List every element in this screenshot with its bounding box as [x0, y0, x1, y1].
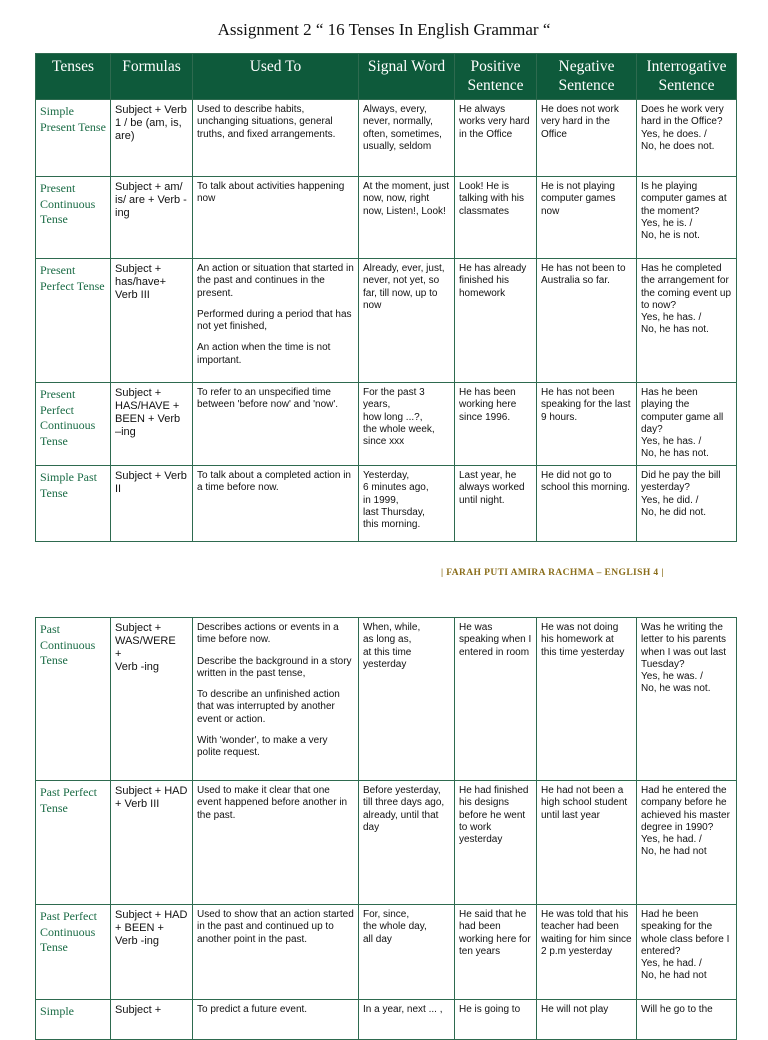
header-row — [36, 54, 737, 100]
negative-sentence-cell: He was not doing his homework at this time yesterday — [537, 618, 637, 781]
formula-cell: Subject + HAD + BEEN + Verb -ing — [111, 905, 193, 1000]
used-to-cell — [193, 383, 359, 466]
text-line: No, he did not. — [641, 506, 707, 518]
text-line: Yes, he has. / — [641, 436, 702, 448]
text-line: Yes, he had. / — [641, 958, 702, 970]
interrogative-sentence-cell — [637, 383, 737, 466]
text-line: the whole day, — [363, 921, 427, 933]
interrogative-sentence-cell — [637, 781, 737, 905]
used-to-paragraph: To refer to an unspecified time between 'before now' and 'now'. — [197, 387, 339, 411]
text-line: No, he has not. — [641, 448, 709, 460]
interrogative-sentence-cell — [637, 177, 737, 259]
text-line: WAS/WERE — [115, 635, 176, 647]
interrogative-sentence-cell — [637, 618, 737, 781]
formula-cell — [111, 618, 193, 781]
text-line: Yes, he did. / — [641, 494, 699, 506]
signal-word-cell — [359, 905, 455, 1000]
table-row — [36, 905, 737, 1000]
header-negative-sentence: Negative Sentence — [537, 54, 637, 100]
used-to-cell — [193, 618, 359, 781]
header-formulas: Formulas — [111, 54, 193, 100]
tense-name: Simple Past Tense — [36, 466, 111, 542]
text-line: last Thursday, — [363, 506, 425, 518]
text-line: When, while, — [363, 622, 421, 633]
negative-sentence-cell: He did not go to school this morning. — [537, 466, 637, 542]
formula-cell: Subject + HAS/HAVE + BEEN + Verb –ing — [111, 383, 193, 466]
table-row — [36, 781, 737, 905]
text-line: at this time — [363, 646, 412, 658]
formula-cell: Subject + Verb II — [111, 466, 193, 542]
text-line: Yes, he had. / — [641, 834, 702, 846]
used-to-paragraph: To talk about activities happening now — [197, 181, 345, 205]
table-row — [36, 383, 737, 466]
positive-sentence-cell: He had finished his designs before he went to work yesterday — [455, 781, 537, 905]
used-to-paragraph: Describes actions or events in a time before now. — [197, 622, 339, 646]
text-line: Was he writing the letter to his parents when I was out last Tuesday? — [641, 622, 727, 670]
used-to-paragraph: With 'wonder', to make a very polite request. — [197, 735, 328, 759]
positive-sentence-cell: He was speaking when I entered in room — [455, 618, 537, 781]
text-line: Had he been speaking for the whole class before I entered? — [641, 909, 730, 957]
header-interrogative-sentence: Interrogative Sentence — [637, 54, 737, 100]
table-row — [36, 618, 737, 781]
signal-word-cell — [359, 383, 455, 466]
negative-sentence-cell: He will not play — [537, 1000, 637, 1040]
text-line: Has he completed the arrangement for the coming event up to now? — [641, 263, 732, 311]
text-line: No, he had not — [641, 970, 707, 982]
positive-sentence-cell: Last year, he always worked until night. — [455, 466, 537, 542]
tense-name: Present Perfect Continuous Tense — [36, 383, 111, 466]
text-line: Had he entered the company before he achieved his master degree in 1990? — [641, 785, 730, 833]
formula-cell: Subject + Verb 1 / be (am, is, are) — [111, 100, 193, 177]
used-to-cell — [193, 177, 359, 259]
text-line: Yes, he does. / — [641, 128, 707, 140]
signal-word-cell: Always, every, never, normally, often, sometimes, usually, seldom — [359, 100, 455, 177]
used-to-paragraph: Used to make it clear that one event happened before another in the past. — [197, 785, 348, 821]
text-line: No, he does not. — [641, 140, 715, 152]
table-row — [36, 1000, 737, 1040]
text-line: all day — [363, 933, 392, 945]
positive-sentence-cell: He is going to — [455, 1000, 537, 1040]
used-to-paragraph: To predict a future event. — [197, 1004, 308, 1015]
signal-word-cell — [359, 466, 455, 542]
tense-name: Present Perfect Tense — [36, 259, 111, 383]
text-line: the whole week, — [363, 423, 435, 435]
text-line: Subject + — [115, 622, 162, 634]
text-line: Yesterday, — [363, 470, 410, 481]
tense-name: Simple Present Tense — [36, 100, 111, 177]
used-to-paragraph: Describe the background in a story written in the past tense, — [197, 655, 352, 679]
text-line: Yes, he is. / — [641, 217, 693, 229]
used-to-cell — [193, 466, 359, 542]
tense-name: Past Perfect Tense — [36, 781, 111, 905]
used-to-paragraph: Used to describe habits, unchanging situations, general truths, and fixed arrangements. — [197, 104, 336, 140]
negative-sentence-cell: He is not playing computer games now — [537, 177, 637, 259]
text-line: Is he playing computer games at the moment? — [641, 181, 727, 217]
text-line: No, he was not. — [641, 683, 711, 695]
used-to-cell — [193, 1000, 359, 1040]
tense-name: Past Continuous Tense — [36, 618, 111, 781]
signal-word-cell: In a year, next ... , — [359, 1000, 455, 1040]
text-line: For, since, — [363, 909, 410, 920]
text-line: as long as, — [363, 634, 412, 646]
page-title: Assignment 2 “ 16 Tenses In English Grammar “ — [217, 20, 551, 39]
tenses-table-1 — [35, 53, 737, 542]
positive-sentence-cell: Look! He is talking with his classmates — [455, 177, 537, 259]
header-signal-word: Signal Word — [359, 54, 455, 100]
used-to-paragraph: An action when the time is not important. — [197, 342, 331, 366]
negative-sentence-cell: He has not been to Australia so far. — [537, 259, 637, 383]
signal-word-cell: At the moment, just now, now, right now, Listen!, Look! — [359, 177, 455, 259]
header-used-to: Used To — [193, 54, 359, 100]
positive-sentence-cell: He has already finished his homework — [455, 259, 537, 383]
table-row — [36, 259, 737, 383]
tenses-table-2 — [35, 617, 737, 1040]
used-to-paragraph: To talk about a completed action in a time before now. — [197, 470, 351, 494]
text-line: No, he has not. — [641, 324, 709, 336]
text-line: yesterday — [363, 658, 407, 670]
text-line: Yes, he was. / — [641, 671, 703, 683]
text-line: 6 minutes ago, — [363, 482, 429, 494]
used-to-cell — [193, 259, 359, 383]
used-to-paragraph: An action or situation that started in the past and continues in the present. — [197, 263, 354, 299]
used-to-cell — [193, 905, 359, 1000]
header-positive-sentence: Positive Sentence — [455, 54, 537, 100]
text-line: Did he pay the bill yesterday? — [641, 470, 721, 494]
formula-cell: Subject + has/have+ Verb III — [111, 259, 193, 383]
signal-word-cell: Before yesterday, till three days ago, already, until that day — [359, 781, 455, 905]
positive-sentence-cell: He has been working here since 1996. — [455, 383, 537, 466]
formula-cell: Subject + — [111, 1000, 193, 1040]
table-row — [36, 177, 737, 259]
text-line: No, he had not — [641, 846, 707, 858]
table-row — [36, 100, 737, 177]
negative-sentence-cell: He had not been a high school student until last year — [537, 781, 637, 905]
negative-sentence-cell: He was told that his teacher had been waiting for him since 2 p.m yesterday — [537, 905, 637, 1000]
text-line: Yes, he has. / — [641, 312, 702, 324]
formula-cell: Subject + am/ is/ are + Verb -ing — [111, 177, 193, 259]
text-line: No, he is not. — [641, 230, 700, 242]
text-line: how long ...?, — [363, 411, 423, 423]
used-to-cell — [193, 781, 359, 905]
text-line: Has he been playing the computer game all day? — [641, 387, 724, 435]
interrogative-sentence-cell — [637, 466, 737, 542]
used-to-paragraph: To describe an unfinished action that was interrupted by another event or action. — [197, 689, 340, 725]
text-line: this morning. — [363, 519, 421, 531]
text-line: since xxx — [363, 436, 405, 448]
interrogative-sentence-cell — [637, 259, 737, 383]
text-line: For the past 3 years, — [363, 387, 425, 411]
text-line: Will he go to the — [641, 1004, 713, 1015]
text-line: Does he work very hard in the Office? — [641, 104, 724, 128]
tense-name: Past Perfect Continuous Tense — [36, 905, 111, 1000]
footer-author: | FARAH PUTI AMIRA RACHMA – ENGLISH 4 | — [441, 568, 664, 578]
header-tenses: Tenses — [36, 54, 111, 100]
signal-word-cell — [359, 618, 455, 781]
interrogative-sentence-cell — [637, 100, 737, 177]
text-line: + — [115, 648, 122, 660]
used-to-paragraph: Performed during a period that has not yet finished, — [197, 308, 352, 333]
used-to-cell — [193, 100, 359, 177]
signal-word-cell: Already, ever, just, never, not yet, so far, till now, up to now — [359, 259, 455, 383]
positive-sentence-cell: He always works very hard in the Office — [455, 100, 537, 177]
tense-name: Present Continuous Tense — [36, 177, 111, 259]
positive-sentence-cell: He said that he had been working here for ten years — [455, 905, 537, 1000]
negative-sentence-cell: He does not work very hard in the Office — [537, 100, 637, 177]
tense-name: Simple — [36, 1000, 111, 1040]
interrogative-sentence-cell — [637, 1000, 737, 1040]
used-to-paragraph: Used to show that an action started in the past and continued up to another point in the past. — [197, 909, 354, 945]
interrogative-sentence-cell — [637, 905, 737, 1000]
table-row — [36, 466, 737, 542]
text-line: in 1999, — [363, 494, 399, 506]
text-line: Verb -ing — [115, 661, 160, 673]
negative-sentence-cell: He has not been speaking for the last 9 hours. — [537, 383, 637, 466]
formula-cell: Subject + HAD + Verb III — [111, 781, 193, 905]
